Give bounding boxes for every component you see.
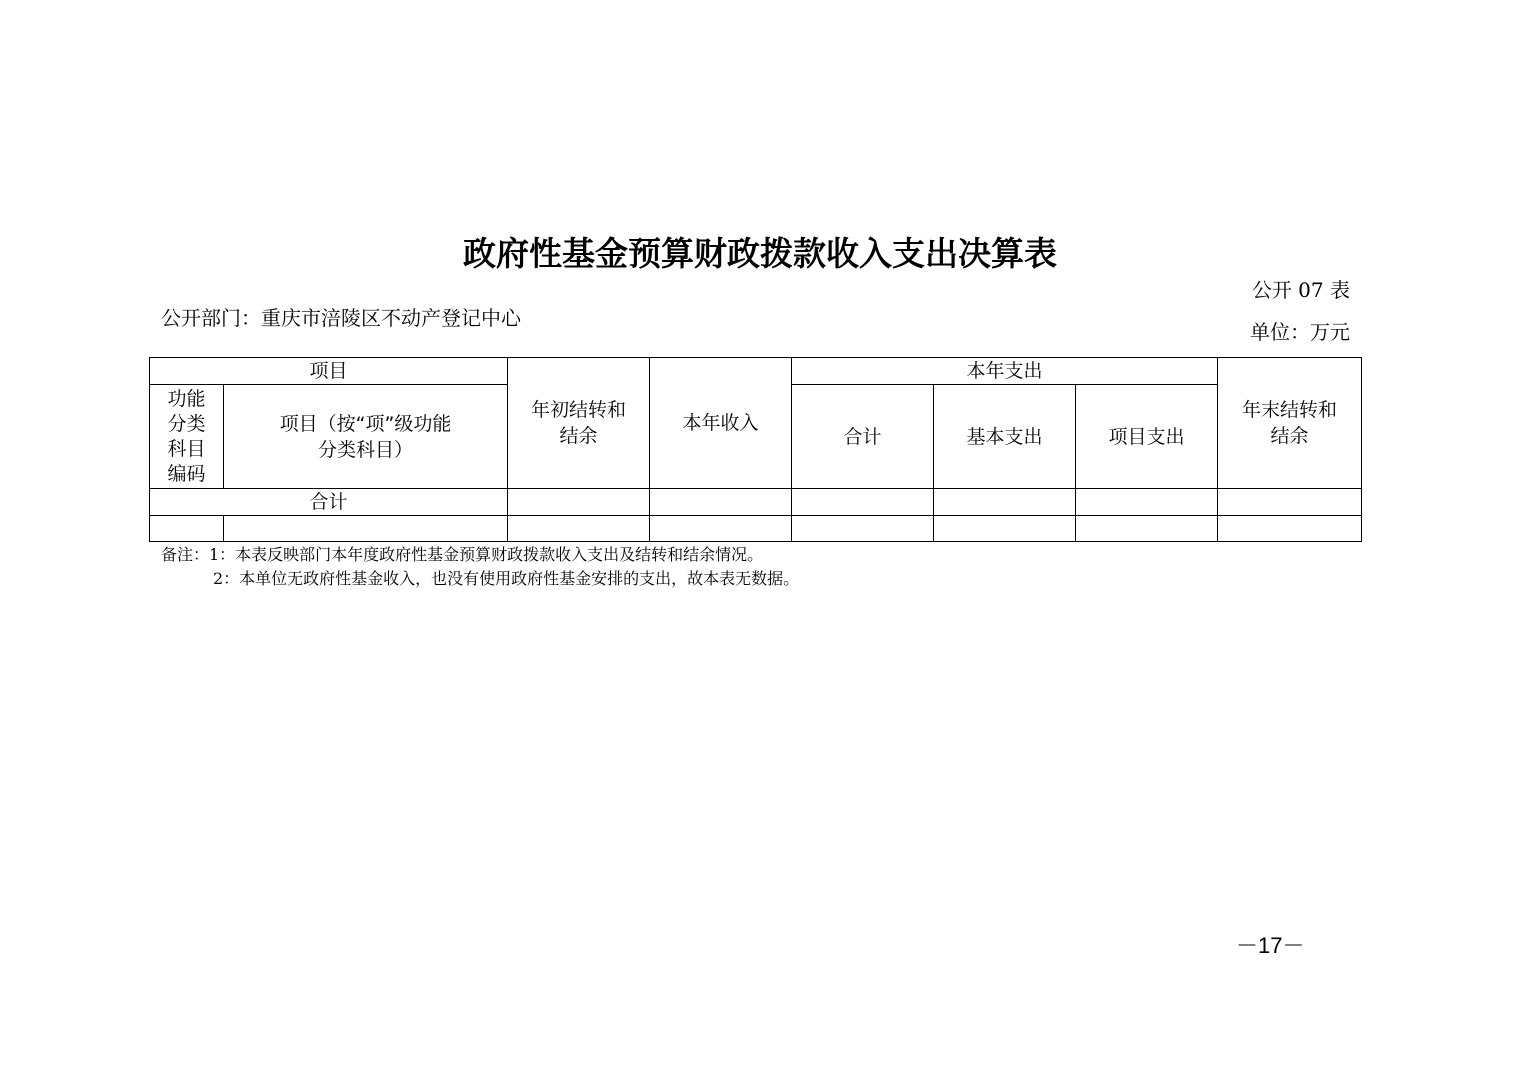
department-label: 公开部门：重庆市涪陵区不动产登记中心 [161,306,521,330]
header-item-detail: 项目（按“项”级功能 分类科目） [224,385,508,489]
header-begin-balance: 年初结转和 结余 [508,358,650,489]
cell-end-balance [1218,516,1362,542]
cell-expense-total [792,516,934,542]
total-income [650,489,792,516]
header-item: 项目 [150,358,508,385]
budget-table [149,357,1362,542]
header-income: 本年收入 [650,358,792,489]
table-row [150,516,1362,542]
cell-begin-balance [508,516,650,542]
page-number: －17－ [1236,933,1305,958]
total-end-balance [1218,489,1362,516]
total-label: 合计 [150,489,508,516]
header-project-expense: 项目支出 [1076,385,1218,489]
total-expense-total [792,489,934,516]
header-func-code: 功能 分类 科目 编码 [150,385,224,489]
cell-project-expense [1076,516,1218,542]
total-row [150,489,1362,516]
notes [161,543,799,591]
unit-label: 单位：万元 [1250,320,1350,344]
header-row-1 [150,358,1362,385]
header-basic-expense: 基本支出 [934,385,1076,489]
note-line-2: 2：本单位无政府性基金收入，也没有使用政府性基金安排的支出，故本表无数据。 [213,569,800,588]
cell-item-detail [224,516,508,542]
total-basic-expense [934,489,1076,516]
header-expense-total: 合计 [792,385,934,489]
total-begin-balance [508,489,650,516]
cell-income [650,516,792,542]
header-end-balance: 年末结转和 结余 [1218,358,1362,489]
header-expense: 本年支出 [792,358,1218,385]
cell-basic-expense [934,516,1076,542]
total-project-expense [1076,489,1218,516]
cell-func-code [150,516,224,542]
note-line-1: 备注：1：本表反映部门本年度政府性基金预算财政拨款收入支出及结转和结余情况。 [161,545,764,564]
form-number: 公开 07 表 [1251,278,1350,302]
page-title: 政府性基金预算财政拨款收入支出决算表 [463,234,1057,273]
